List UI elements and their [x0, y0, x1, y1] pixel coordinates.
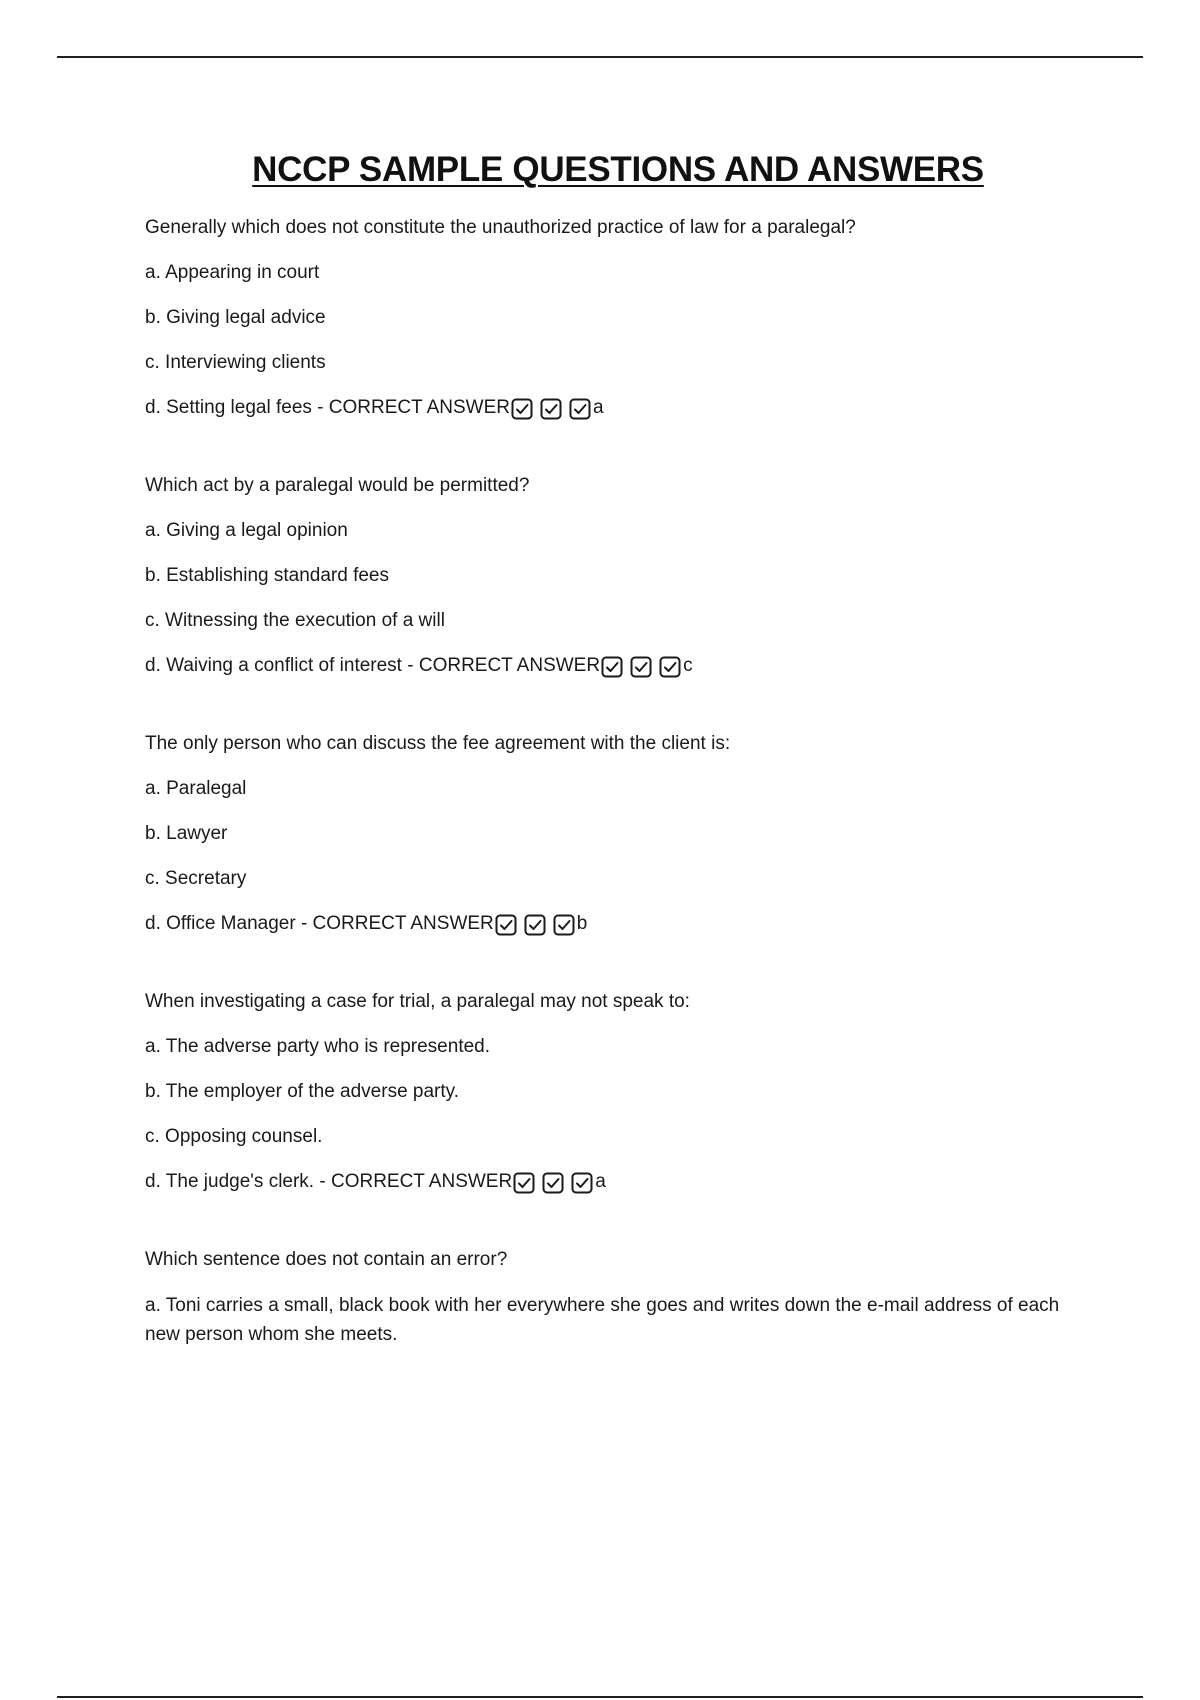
- checkbox-checked-icon: [571, 1172, 593, 1194]
- option-d: d. Office Manager - CORRECT ANSWER: [145, 913, 494, 934]
- checkbox-checked-icon: [630, 656, 652, 678]
- option-d: d. Waiving a conflict of interest - CORRECT ANSWER: [145, 655, 601, 676]
- answer-checkmarks: [511, 398, 591, 426]
- option-d: d. Setting legal fees - CORRECT ANSWER: [145, 397, 510, 418]
- option-c: c. Opposing counsel.: [145, 1126, 323, 1147]
- option-c: c. Witnessing the execution of a will: [145, 610, 445, 631]
- option-d-with-answer: [145, 910, 1085, 942]
- option-d-with-answer: [145, 1168, 1085, 1200]
- checkbox-checked-icon: [524, 914, 546, 936]
- question-text: Which act by a paralegal would be permitted?: [145, 475, 530, 496]
- question-list: [145, 214, 1085, 1395]
- checkbox-checked-icon: [569, 398, 591, 420]
- correct-answer-letter: b: [576, 913, 588, 934]
- checkbox-checked-icon: [540, 398, 562, 420]
- question-block-2: [145, 472, 1085, 684]
- header-rule: [57, 56, 1143, 58]
- checkbox-checked-icon: [601, 656, 623, 678]
- checkbox-checked-icon: [542, 1172, 564, 1194]
- option-a: a. Giving a legal opinion: [145, 520, 348, 541]
- option-c: c. Interviewing clients: [145, 352, 326, 373]
- correct-answer-letter: a: [593, 397, 604, 418]
- correct-answer-letter: c: [683, 655, 693, 676]
- option-d: d. The judge's clerk. - CORRECT ANSWER: [145, 1171, 513, 1192]
- question-block-1: [145, 214, 1085, 426]
- correct-answer-letter: a: [595, 1171, 606, 1192]
- option-c: c. Secretary: [145, 868, 247, 889]
- option-b: b. Giving legal advice: [145, 307, 326, 328]
- checkbox-checked-icon: [495, 914, 517, 936]
- question-text: Which sentence does not contain an error?: [145, 1249, 508, 1270]
- option-b: b. The employer of the adverse party.: [145, 1081, 460, 1102]
- question-block-3: [145, 730, 1085, 942]
- page-title: NCCP SAMPLE QUESTIONS AND ANSWERS: [252, 150, 984, 189]
- answer-checkmarks: [513, 1172, 593, 1200]
- checkbox-checked-icon: [553, 914, 575, 936]
- option-a: a. Paralegal: [145, 778, 247, 799]
- question-block-5: [145, 1246, 1085, 1349]
- option-a: a. Toni carries a small, black book with her everywhere she goes and writes down the e-mail address of each new person whom she meets.: [145, 1295, 1060, 1345]
- answer-checkmarks: [601, 656, 681, 684]
- option-d-with-answer: [145, 652, 1085, 684]
- option-b: b. Lawyer: [145, 823, 228, 844]
- footer-rule: [57, 1696, 1143, 1698]
- checkbox-checked-icon: [511, 398, 533, 420]
- checkbox-checked-icon: [659, 656, 681, 678]
- option-a: a. Appearing in court: [145, 262, 320, 283]
- question-text: The only person who can discuss the fee agreement with the client is:: [145, 733, 731, 754]
- question-text: Generally which does not constitute the unauthorized practice of law for a paralegal?: [145, 217, 856, 238]
- question-text: When investigating a case for trial, a paralegal may not speak to:: [145, 991, 690, 1012]
- answer-checkmarks: [495, 914, 575, 942]
- option-a: a. The adverse party who is represented.: [145, 1036, 491, 1057]
- question-block-4: [145, 988, 1085, 1200]
- option-d-with-answer: [145, 394, 1085, 426]
- option-b: b. Establishing standard fees: [145, 565, 389, 586]
- checkbox-checked-icon: [513, 1172, 535, 1194]
